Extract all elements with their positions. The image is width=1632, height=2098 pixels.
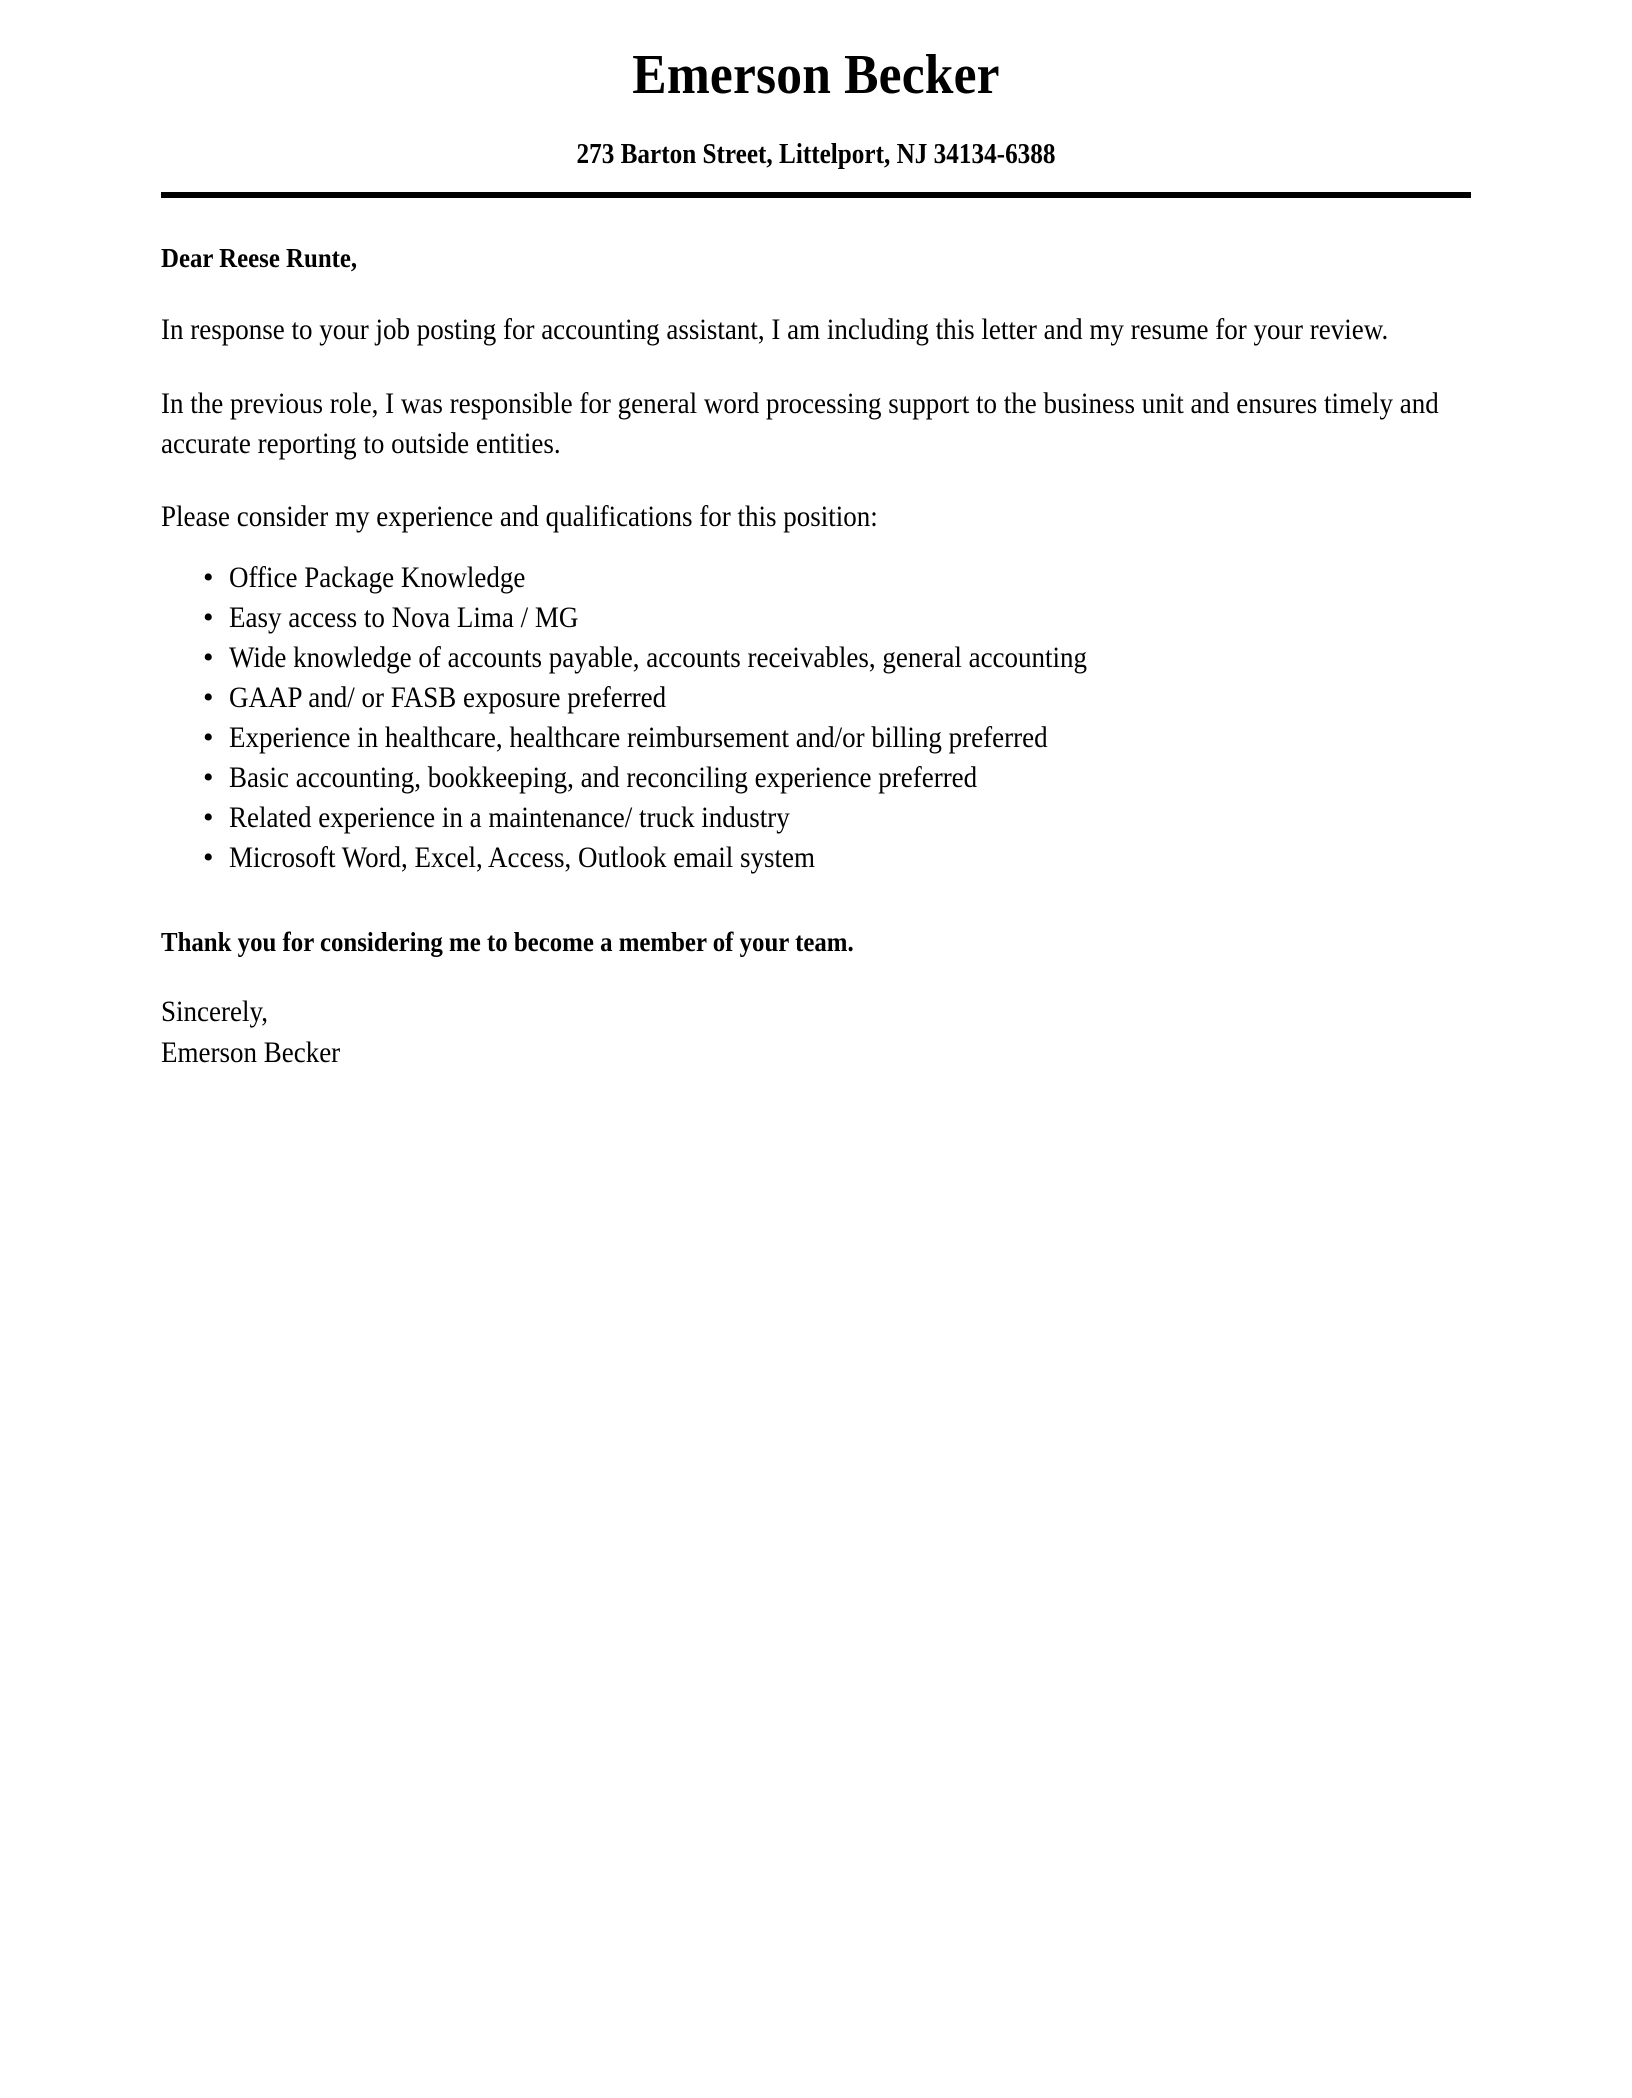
bullet-icon: •: [203, 721, 214, 755]
list-item: [161, 643, 1471, 683]
bullet-icon: •: [203, 801, 214, 835]
list-item: [161, 723, 1471, 763]
list-item-label: Office Package Knowledge: [229, 561, 526, 595]
bullet-icon: •: [203, 561, 214, 595]
list-item: [161, 683, 1471, 723]
signoff-block: [161, 959, 1471, 1071]
signature-name: Emerson Becker: [161, 1036, 341, 1070]
list-item-label: Related experience in a maintenance/ truck industry: [229, 801, 790, 835]
bullet-icon: •: [203, 761, 214, 795]
sender-address: 273 Barton Street, Littelport, NJ 34134-6388: [576, 139, 1056, 171]
list-item-label: Microsoft Word, Excel, Access, Outlook email system: [229, 841, 815, 875]
list-item-label: Easy access to Nova Lima / MG: [229, 601, 579, 635]
letterhead: [0, 0, 1632, 198]
bullet-icon: •: [203, 841, 214, 875]
valediction: Sincerely,: [161, 994, 268, 1028]
bullet-icon: •: [203, 601, 214, 635]
body-paragraph-2: In the previous role, I was responsible for general word processing support to the business unit and ensures timely and accurate reporting to outside entities.: [161, 386, 1439, 460]
qualifications-list: [161, 537, 1471, 883]
salutation: Dear Reese Runte,: [161, 243, 358, 274]
letter-content: [161, 198, 1471, 1071]
bullet-icon: •: [203, 641, 214, 675]
bullet-icon: •: [203, 681, 214, 715]
list-item: [161, 843, 1471, 883]
list-item: [161, 803, 1471, 843]
body-paragraph-1: In response to your job posting for accounting assistant, I am including this letter and my resume for your review.: [161, 312, 1389, 346]
list-item-label: Basic accounting, bookkeeping, and reconciling experience preferred: [229, 761, 978, 795]
sender-name: Emerson Becker: [632, 44, 1000, 106]
list-item-label: GAAP and/ or FASB exposure preferred: [229, 681, 667, 715]
list-item: [161, 563, 1471, 603]
closing-statement: Thank you for considering me to become a member of your team.: [161, 927, 854, 958]
list-item: [161, 603, 1471, 643]
body-paragraph-3: Please consider my experience and qualifications for this position:: [161, 500, 878, 534]
list-item-label: Experience in healthcare, healthcare reimbursement and/or billing preferred: [229, 721, 1048, 755]
list-item: [161, 763, 1471, 803]
list-item-label: Wide knowledge of accounts payable, accounts receivables, general accounting: [229, 641, 1088, 675]
